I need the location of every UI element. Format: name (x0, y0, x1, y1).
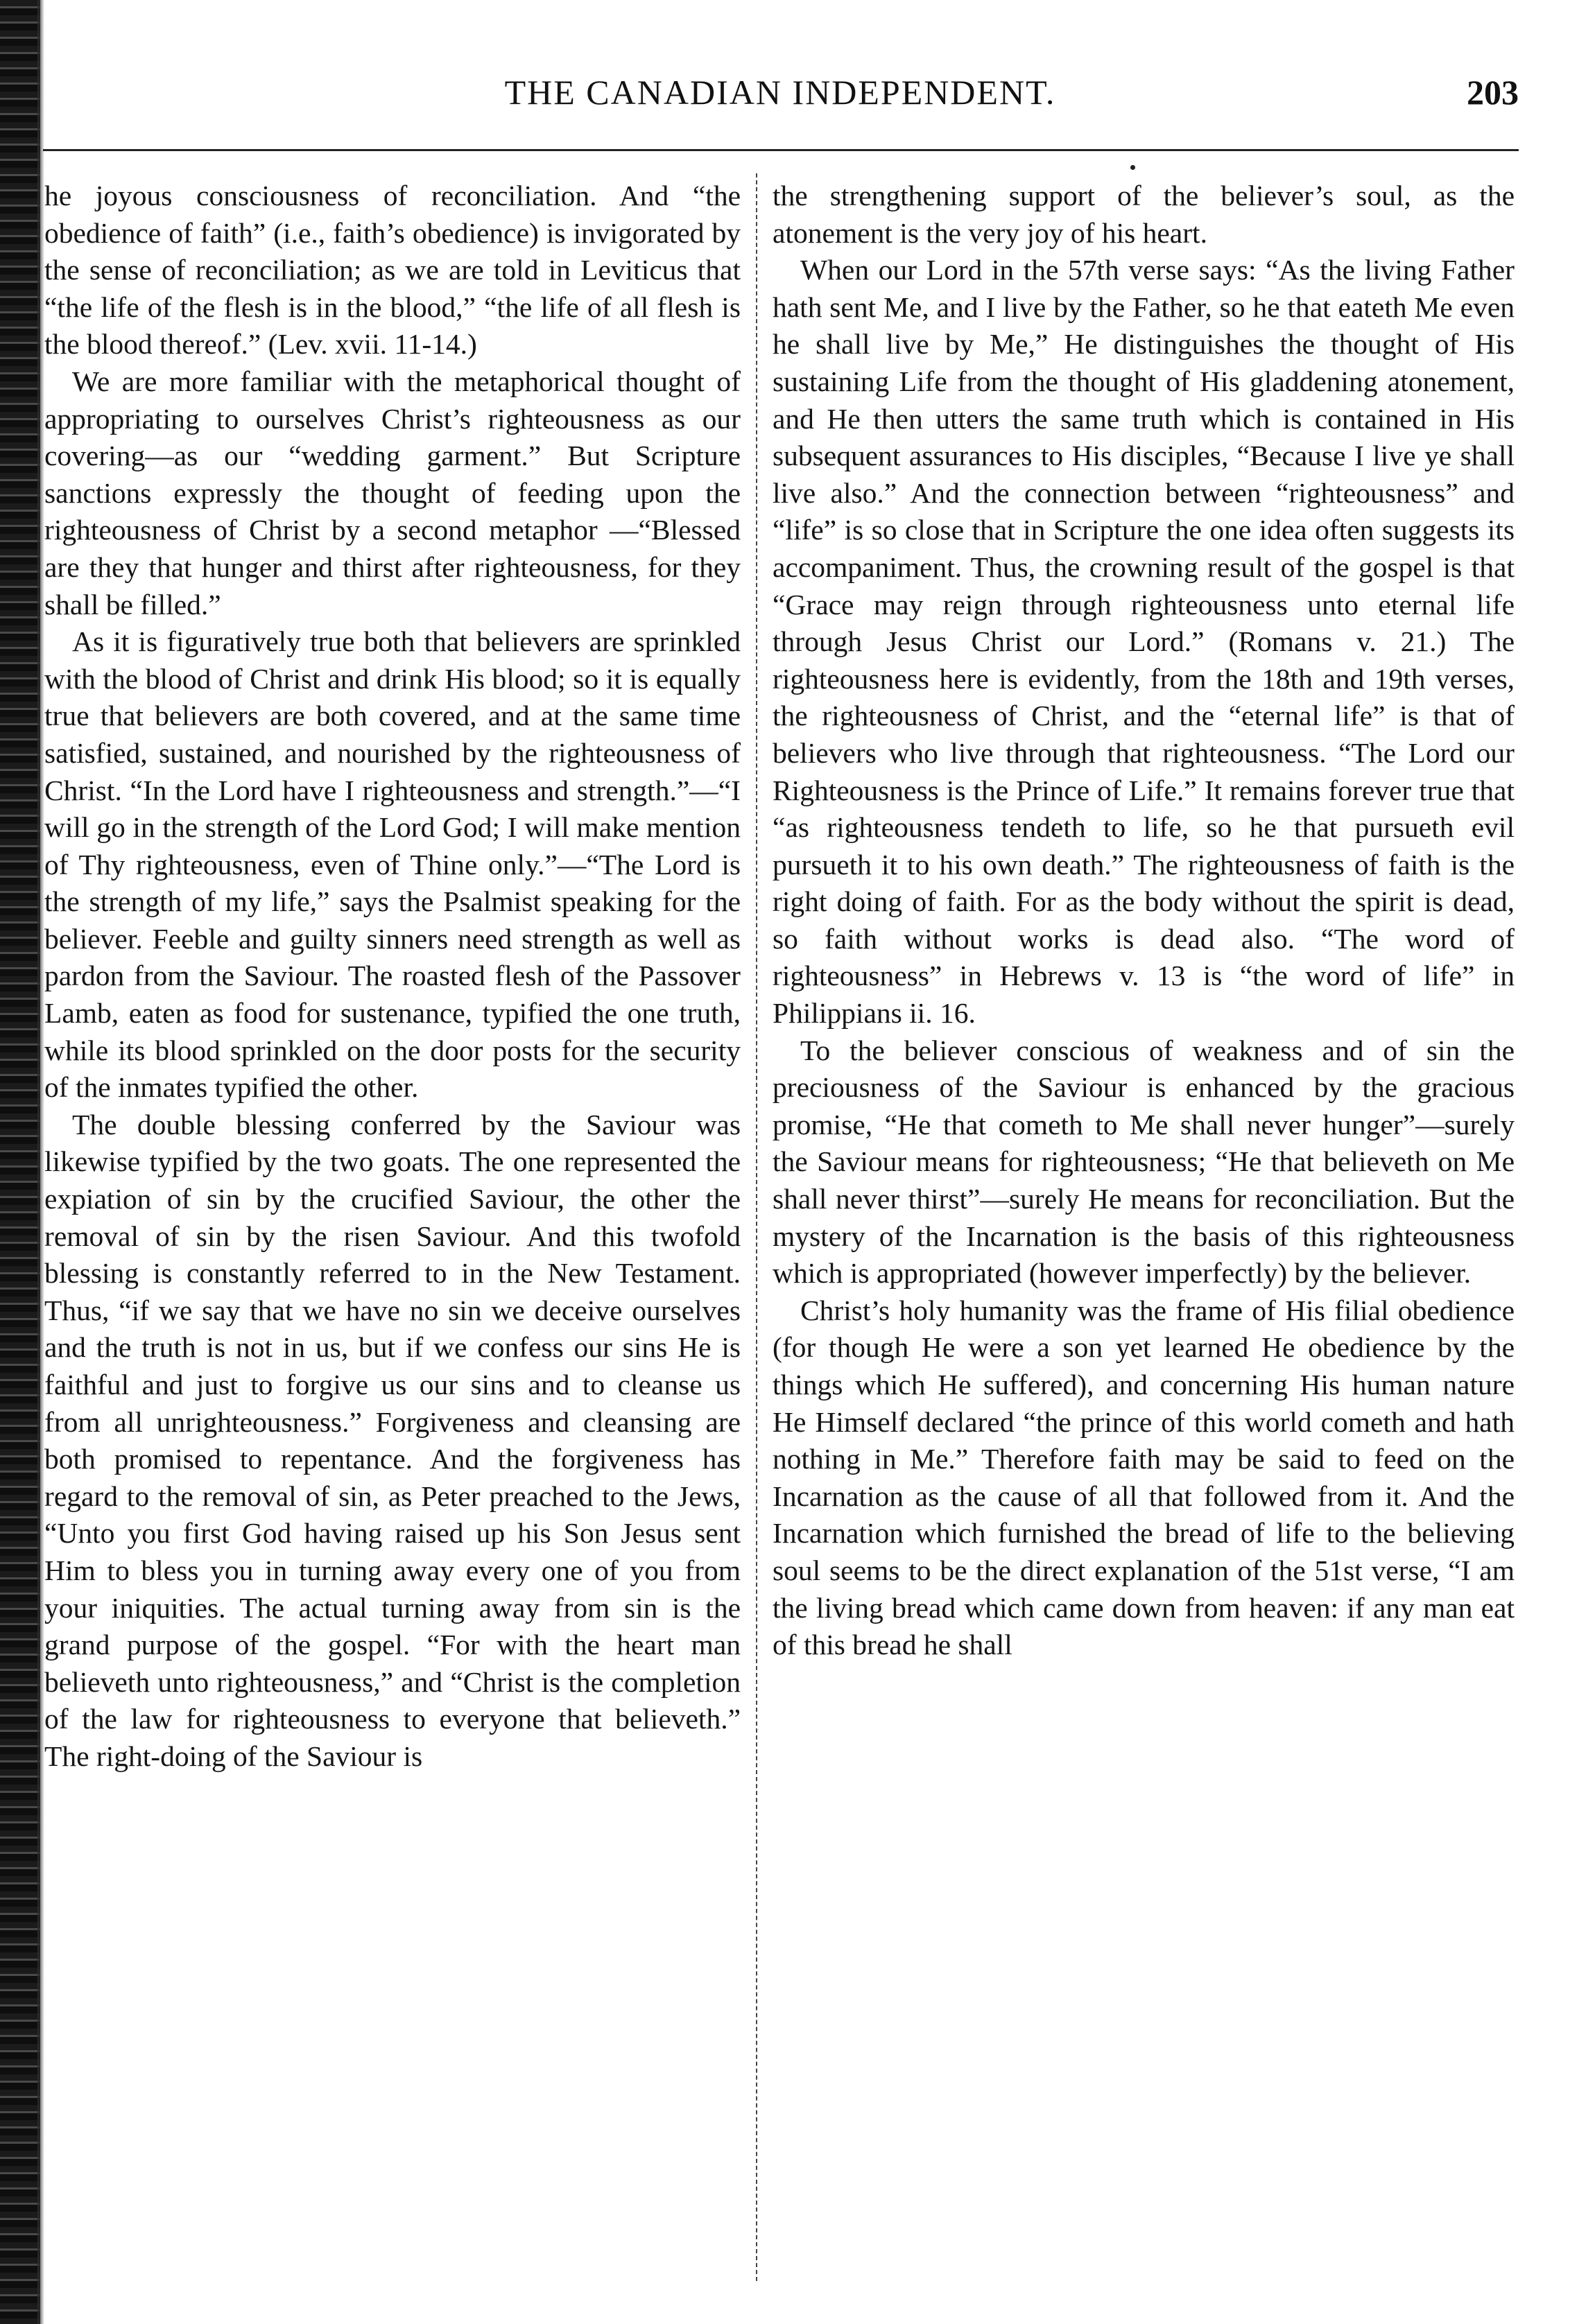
paragraph: To the believer conscious of weakness and of sin the preciousness of the Saviour is enhanced by the gracious promise, “He that cometh to Me shall never hunger”—surely the Saviour means for righteousness; “He that believeth on Me shall never thirst”—surely He means for reconciliation. But the mystery of the Incarnation is the basis of this righteousness which is appropriated (however imperfectly) by the believer. (773, 1034, 1515, 1290)
paragraph: The double blessing conferred by the Saviour was likewise typified by the two goats. The one represented the expiation of sin by the crucified Saviour, the other the removal of sin by the risen Saviour. And this twofold blessing is constantly referred to in the New Testament. Thus, “if we say that we have no sin we deceive ourselves and the truth is not in us, but if we confess our sins He is faithful and just to forgive us our sins and to cleanse us from all unrighteousness.” Forgiveness and cleansing are both promised to repentance. And the forgiveness has regard to the removal of sin, as Peter preached to the Jews, “Unto you first God having raised up his Son Jesus sent Him to bless you in turning away every one of you from your iniquities. The actual turning away from sin is the grand purpose of the gospel. “For with the heart man believeth unto righteousness,” and “Christ is the completion of the law for righteousness to everyone that believeth.” The right-doing of the Saviour is (44, 1108, 741, 1772)
paragraph: When our Lord in the 57th verse says: “As the living Father hath sent Me, and I live by the Father, so he that eateth Me even he shall live by Me,” He distinguishes the thought of His sustaining Life from the thought of His gladdening atonement, and He then utters the same truth which is contained in His subsequent assurances to His disciples, “Because I live ye shall live also.” And the connection between “righteousness” and “life” is so close that in Scripture the one idea often suggests its accompaniment. Thus, the crowning result of the gospel is that “Grace may reign through righteousness unto eternal life through Jesus Christ our Lord.” (Romans v. 21.) The righteousness here is evidently, from the 18th and 19th verses, the righteousness of Christ, and the “eternal life” is that of believers who live through that righteousness. “The Lord our Righteousness is the Prince of Life.” It remains forever true that “as righteousness tendeth to life, so he that pursueth evil pursueth it to his own death.” The righteousness of faith is the right doing of faith. For as the body without the spirit is dead, so faith without works is dead also. “The word of righteousness” in Hebrews v. 13 is “the word of life” in Philippians ii. 16. (773, 254, 1515, 1030)
paragraph: As it is figuratively true both that believers are sprinkled with the blood of Christ and drink His blood; so it is equally true that believers are both covered, and at the same time satisfied, sustained, and nourished by the righteousness of Christ. “In the Lord have I righteousness and strength.”—“I will go in the strength of the Lord God; I will make mention of Thy righteousness, even of Thine only.”—“The Lord is the strength of my life,” says the Psalmist speaking for the believer. Feeble and guilty sinners need strength as well as pardon from the Saviour. The roasted flesh of the Passover Lamb, eaten as food for sustenance, typified the one truth, while its blood sprinkled on the door posts for the security of the inmates typified the other. (44, 625, 741, 1104)
paragraph: We are more familiar with the metaphorical thought of appropriating to ourselves Christ’s righteousness as our covering—as our “wedding garment.” But Scripture sanctions expressly the thought of feeding upon the righteousness of Christ by a second metaphor —“Blessed are they that hunger and thirst after righteousness, for they shall be filled.” (44, 365, 741, 621)
right-column (773, 177, 1515, 2299)
running-title: THE CANADIAN INDEPENDENT. (504, 73, 1056, 112)
paragraph: Christ’s holy humanity was the frame of His filial obedience (for though He were a son yet learned He obedience by the things which He suffered), and concerning His human nature He Himself declared “the prince of this world cometh and hath nothing in Me.” Therefore faith may be said to feed on the Incarnation as the cause of all that followed from it. And the Incarnation which furnished the bread of life to the believing soul seems to be the direct explanation of the 51st verse, “I am the living bread which came down from heaven: if any man eat of this bread he shall (773, 1294, 1515, 1661)
page-number: 203 (1467, 73, 1519, 112)
paragraph: he joyous consciousness of reconciliation. And “the obedience of faith” (i.e., faith’s obedience) is invigorated by the sense of reconciliation; as we are told in Leviticus that “the life of the flesh is in the blood,” “the life of all flesh is the blood thereof.” (Lev. xvii. 11-14.) (44, 180, 741, 361)
printer-dot (1130, 165, 1135, 170)
binding-edge (0, 0, 40, 2324)
header-rule (43, 149, 1519, 151)
column-divider (756, 173, 757, 2281)
page-header (42, 72, 1519, 128)
paragraph: the strengthening support of the believer’s soul, as the atonement is the very joy of his heart. (773, 180, 1515, 249)
left-column (44, 177, 741, 2299)
